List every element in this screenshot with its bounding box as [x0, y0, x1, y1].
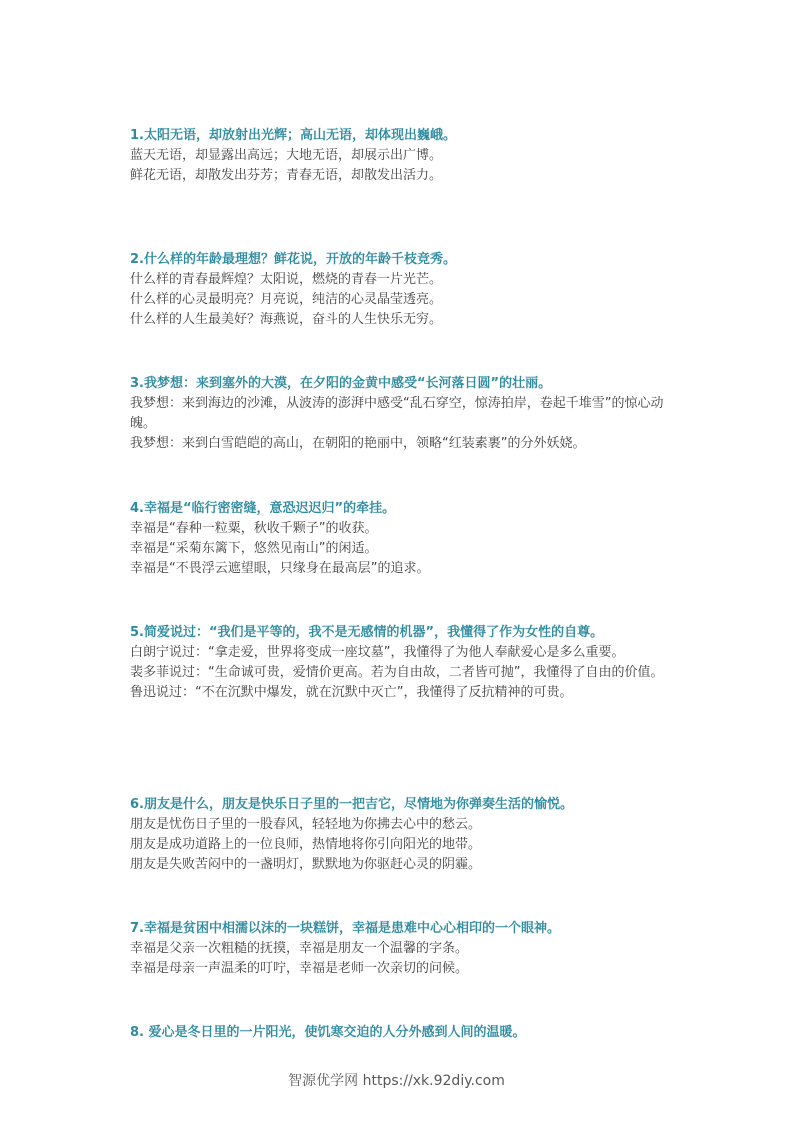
section-5-line-3: 鲁迅说过：“不在沉默中爆发，就在沉默中灭亡”，我懂得了反抗精神的可贵。: [130, 685, 573, 700]
section-4: [130, 499, 670, 623]
section-4-line-2: 幸福是“采菊东篱下，悠然见南山”的闲适。: [130, 541, 378, 556]
section-7-line-1: 幸福是父亲一次粗糙的抚摸，幸福是朋友一个温馨的字条。: [130, 941, 469, 956]
section-4-heading: 4.幸福是“临行密密缝，意恐迟迟归”的牵挂。: [130, 501, 396, 516]
section-1-line-1: 蓝天无语，却显露出高远；大地无语，却展示出广博。: [130, 148, 443, 163]
section-7-heading: 7.幸福是贫困中相濡以沫的一块糕饼，幸福是患难中心心相印的一个眼神。: [130, 921, 560, 936]
section-3-line-1: 我梦想：来到海边的沙滩，从波涛的澎湃中感受“乱石穿空，惊涛拍岸，卷起千堆雪”的惊心动魄。: [130, 396, 664, 431]
section-1-line-2: 鲜花无语，却散发出芬芳；青春无语，却散发出活力。: [130, 168, 443, 183]
section-5-line-1: 白朗宁说过：“拿走爱，世界将变成一座坟墓”，我懂得了为他人奉献爱心是多么重要。: [130, 645, 625, 660]
section-3-heading: 3.我梦想：来到塞外的大漠，在夕阳的金黄中感受“长河落日圆”的壮丽。: [130, 376, 552, 391]
section-6-heading: 6.朋友是什么，朋友是快乐日子里的一把吉它，尽情地为你弹奏生活的愉悦。: [130, 797, 573, 812]
section-1-heading: 1.太阳无语，却放射出光辉；高山无语，却体现出巍峨。: [130, 128, 456, 143]
section-4-line-1: 幸福是“春种一粒粟，秋收千颗子”的收获。: [130, 521, 378, 536]
section-2-line-2: 什么样的心灵最明亮？月亮说，纯洁的心灵晶莹透亮。: [130, 292, 443, 307]
section-2-heading: 2.什么样的年龄最理想？鲜花说，开放的年龄千枝竞秀。: [130, 252, 456, 267]
section-5-line-2: 裴多菲说过：“生命诚可贵，爱情价更高。若为自由故，二者皆可抛”，我懂得了自由的价值。: [130, 665, 664, 680]
footer-watermark: 智源优学网 https://xk.92diy.com: [288, 1073, 505, 1089]
section-1: [130, 126, 670, 250]
section-5-heading: 5.简爱说过：“我们是平等的，我不是无感情的机器”，我懂得了作为女性的自尊。: [130, 625, 604, 640]
section-3-line-2: 我梦想：来到白雪皑皑的高山，在朝阳的艳丽中，领略“红装素裹”的分外妖娆。: [130, 436, 586, 451]
section-3: [130, 374, 670, 499]
section-6-line-2: 朋友是成功道路上的一位良师，热情地将你引向阳光的地带。: [130, 837, 482, 852]
section-6-line-1: 朋友是忧伤日子里的一股春风，轻轻地为你拂去心中的愁云。: [130, 817, 482, 832]
document-body: [130, 126, 670, 1043]
section-8-heading: 8. 爱心是冬日里的一片阳光，使饥寒交迫的人分外感到人间的温暖。: [130, 1025, 526, 1040]
section-2-line-3: 什么样的人生最美好？海燕说，奋斗的人生快乐无穷。: [130, 312, 443, 327]
section-4-line-3: 幸福是“不畏浮云遮望眼，只缘身在最高层”的追求。: [130, 561, 430, 576]
section-2: [130, 250, 670, 374]
section-6-line-3: 朋友是失败苦闷中的一盏明灯，默默地为你驱赶心灵的阴霾。: [130, 857, 482, 872]
section-5: [130, 623, 670, 795]
section-8: [130, 1023, 670, 1043]
section-7-line-2: 幸福是母亲一声温柔的叮咛，幸福是老师一次亲切的问候。: [130, 961, 469, 976]
section-2-line-1: 什么样的青春最辉煌？太阳说，燃烧的青春一片光芒。: [130, 272, 443, 287]
section-6: [130, 795, 670, 919]
section-7: [130, 919, 670, 1023]
